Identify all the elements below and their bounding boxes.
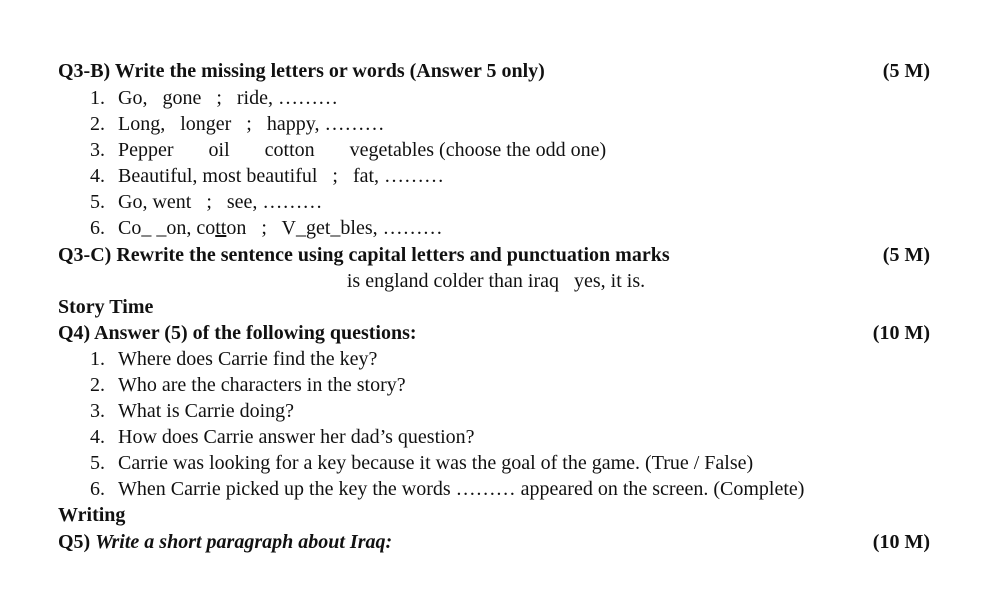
q5-marks: (10 M) bbox=[872, 531, 930, 553]
item-number: 3. bbox=[90, 139, 105, 161]
q5-header bbox=[0, 529, 992, 555]
item-number: 6. bbox=[90, 217, 105, 239]
item-text-part-c: on ; V_get_bles, ……… bbox=[226, 217, 443, 239]
q3b-item-6 bbox=[0, 215, 992, 241]
item-text: Long, longer ; happy, ……… bbox=[118, 113, 385, 135]
q4-item-3 bbox=[0, 398, 992, 424]
item-text: When Carrie picked up the key the words ……… appeared on the screen. (Complete) bbox=[118, 478, 805, 500]
q3c-sentence: is england colder than iraq yes, it is. bbox=[346, 270, 646, 292]
q4-item-5 bbox=[0, 450, 992, 476]
q4-item-4 bbox=[0, 424, 992, 450]
item-text: Beautiful, most beautiful ; fat, ……… bbox=[118, 165, 445, 187]
q4-title: Q4) Answer (5) of the following questions: bbox=[58, 322, 417, 344]
q3c-marks: (5 M) bbox=[882, 244, 930, 266]
item-number: 2. bbox=[90, 374, 105, 396]
writing-heading-row bbox=[0, 502, 992, 528]
q3b-item-1 bbox=[0, 85, 992, 111]
item-text: What is Carrie doing? bbox=[118, 400, 295, 422]
item-number: 4. bbox=[90, 426, 105, 448]
q3b-title: Q3-B) Write the missing letters or words (Answer 5 only) bbox=[58, 60, 545, 82]
q3c-title: Q3-C) Rewrite the sentence using capital letters and punctuation marks bbox=[58, 244, 670, 266]
item-number: 2. bbox=[90, 113, 105, 135]
item-text: Carrie was looking for a key because it was the goal of the game. (True / False) bbox=[118, 452, 754, 474]
item-text-part-a: Co_ _on, co bbox=[118, 217, 216, 239]
item-text: Pepper oil cotton vegetables (choose the odd one) bbox=[118, 139, 607, 161]
item-number: 1. bbox=[90, 87, 105, 109]
item-text-underlined: tt bbox=[215, 217, 227, 239]
q3b-marks: (5 M) bbox=[882, 60, 930, 82]
q4-header bbox=[0, 320, 992, 346]
q3b-item-3 bbox=[0, 137, 992, 163]
item-number: 5. bbox=[90, 452, 105, 474]
q3b-item-5 bbox=[0, 189, 992, 215]
item-number: 1. bbox=[90, 348, 105, 370]
q4-item-1 bbox=[0, 346, 992, 372]
q3b-item-2 bbox=[0, 111, 992, 137]
q5-title bbox=[58, 529, 392, 555]
q3b-item-4 bbox=[0, 163, 992, 189]
story-heading-row bbox=[0, 294, 992, 320]
item-number: 4. bbox=[90, 165, 105, 187]
q3c-sentence-row bbox=[0, 268, 992, 294]
item-text: How does Carrie answer her dad’s question? bbox=[118, 426, 475, 448]
writing-heading: Writing bbox=[58, 504, 126, 526]
item-text: Who are the characters in the story? bbox=[118, 374, 406, 396]
q5-label: Q5) bbox=[58, 531, 96, 553]
item-text: Go, went ; see, ……… bbox=[118, 191, 323, 213]
q3c-header bbox=[0, 242, 992, 268]
q4-marks: (10 M) bbox=[872, 322, 930, 344]
item-number: 3. bbox=[90, 400, 105, 422]
item-number: 6. bbox=[90, 478, 105, 500]
item-text: Go, gone ; ride, ……… bbox=[118, 87, 338, 109]
q3b-header bbox=[0, 58, 992, 84]
q4-item-6 bbox=[0, 476, 992, 502]
item-text: Where does Carrie find the key? bbox=[118, 348, 378, 370]
story-heading: Story Time bbox=[58, 296, 154, 318]
q4-item-2 bbox=[0, 372, 992, 398]
item-number: 5. bbox=[90, 191, 105, 213]
q5-text: Write a short paragraph about Iraq: bbox=[95, 531, 393, 553]
